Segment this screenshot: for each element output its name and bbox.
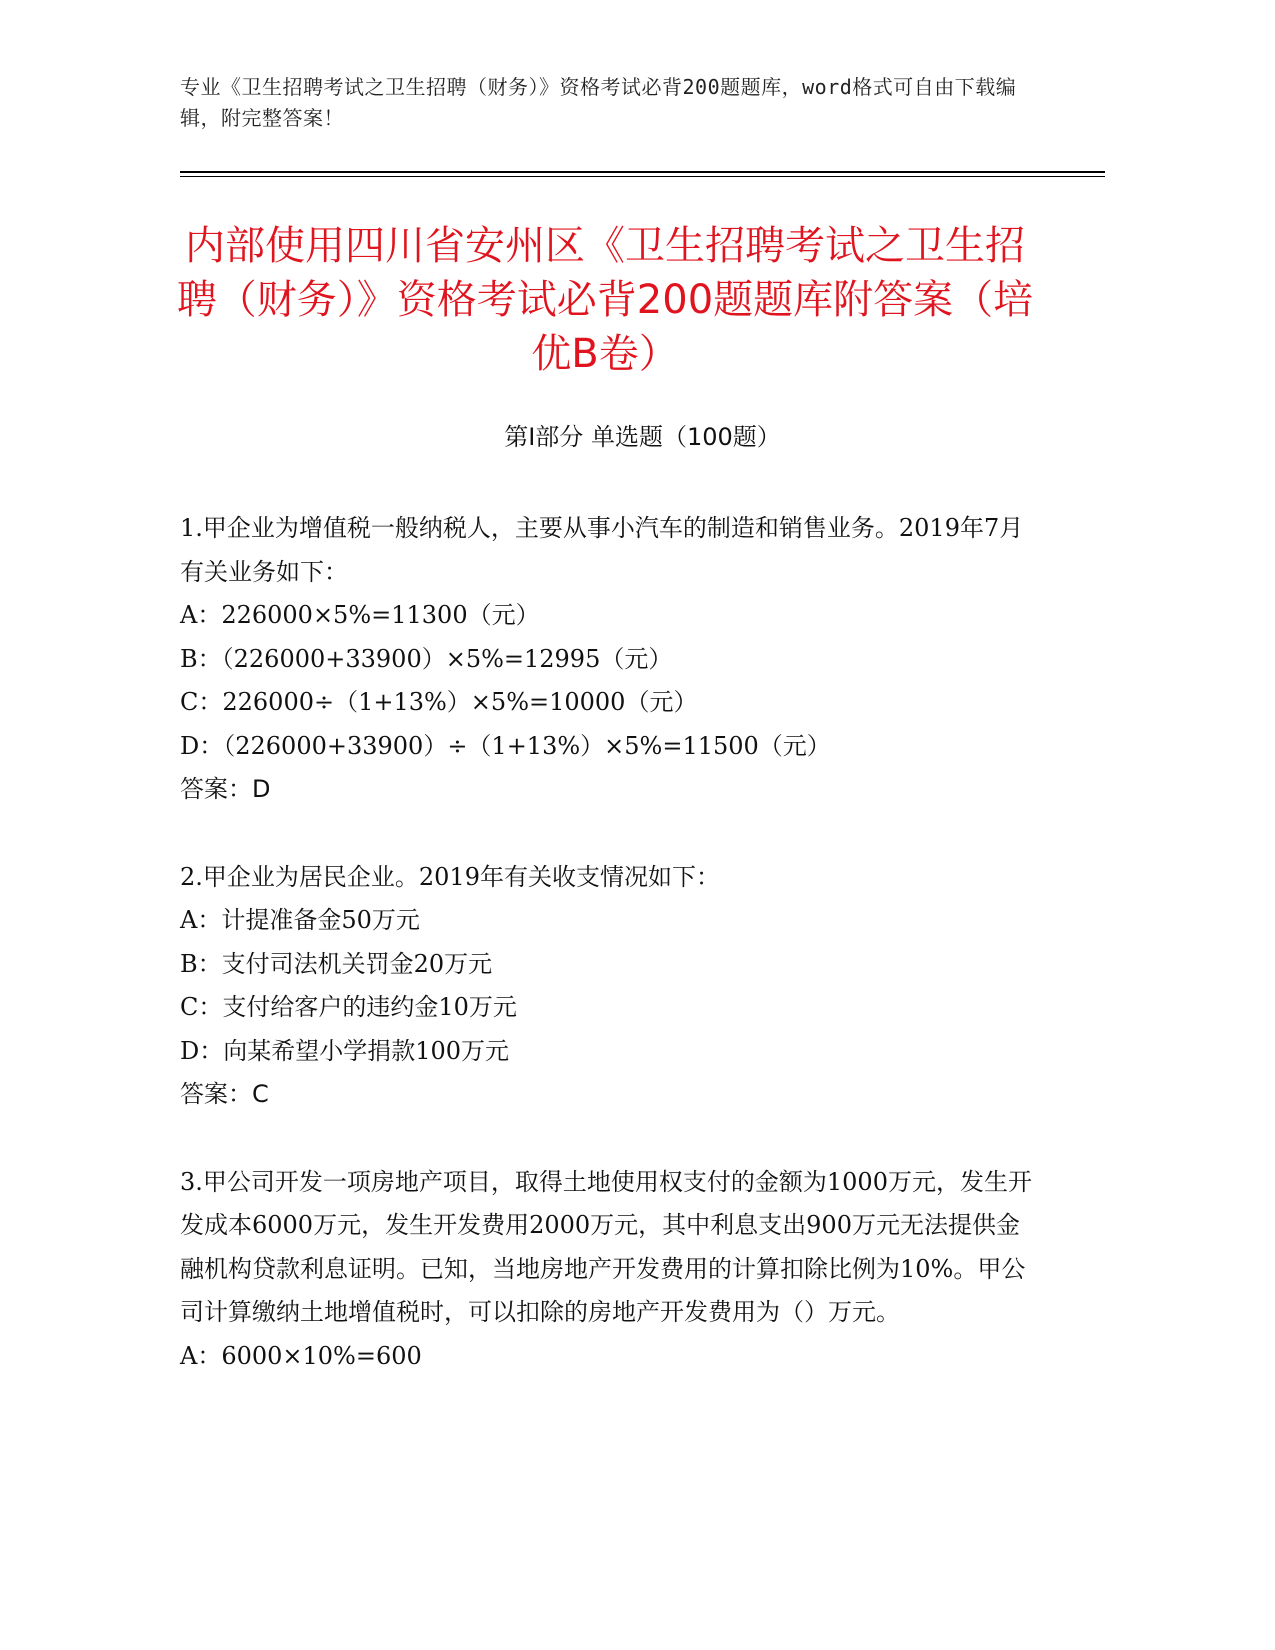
question-3 [180,1161,1040,1379]
question-2 [180,856,1040,1117]
header-divider-thin [180,176,1105,177]
answer: 答案：D [180,775,271,803]
question-stem: 1.甲企业为增值税一般纳税人，主要从事小汽车的制造和销售业务。2019年7月有关业务如下： [180,514,1024,586]
answer: 答案：C [180,1080,269,1108]
option-a: A：计提准备金50万元 [180,906,420,934]
section-heading: 第Ⅰ部分 单选题（100题） [504,423,781,451]
option-b: B：（226000+33900）×5%=12995（元） [180,644,673,673]
option-d: D：向某希望小学捐款100万元 [180,1036,510,1065]
option-a: A：6000×10%=600 [180,1341,422,1370]
option-c: C：226000÷（1+13%）×5%=10000（元） [180,688,698,716]
option-a: A：226000×5%=11300（元） [180,601,540,629]
option-d: D：（226000+33900）÷（1+13%）×5%=11500（元） [180,731,831,760]
option-b: B：支付司法机关罚金20万元 [180,949,493,978]
question-list [180,507,1040,1378]
option-c: C：支付给客户的违约金10万元 [180,993,517,1021]
header-divider-thick [180,171,1105,173]
header-note: 专业《卫生招聘考试之卫生招聘（财务）》资格考试必背200题题库，word格式可自由下载编辑，附完整答案！ [180,75,1017,130]
question-stem: 3.甲公司开发一项房地产项目，取得土地使用权支付的金额为1000万元，发生开发成本6000万元，发生开发费用2000万元，其中利息支出900万元无法提供金融机构贷款利息证明。已知，当地房地产开发费用的计算扣除比例为10%。甲公司计算缴纳土地增值税时，可以扣除的房地产开发费用为（）万元。 [180,1167,1032,1326]
document-title: 内部使用四川省安州区《卫生招聘考试之卫生招聘（财务）》资格考试必背200题题库附答案（培优B卷） [176,223,1034,377]
question-1 [180,507,1040,812]
question-stem: 2.甲企业为居民企业。2019年有关收支情况如下： [180,862,720,891]
